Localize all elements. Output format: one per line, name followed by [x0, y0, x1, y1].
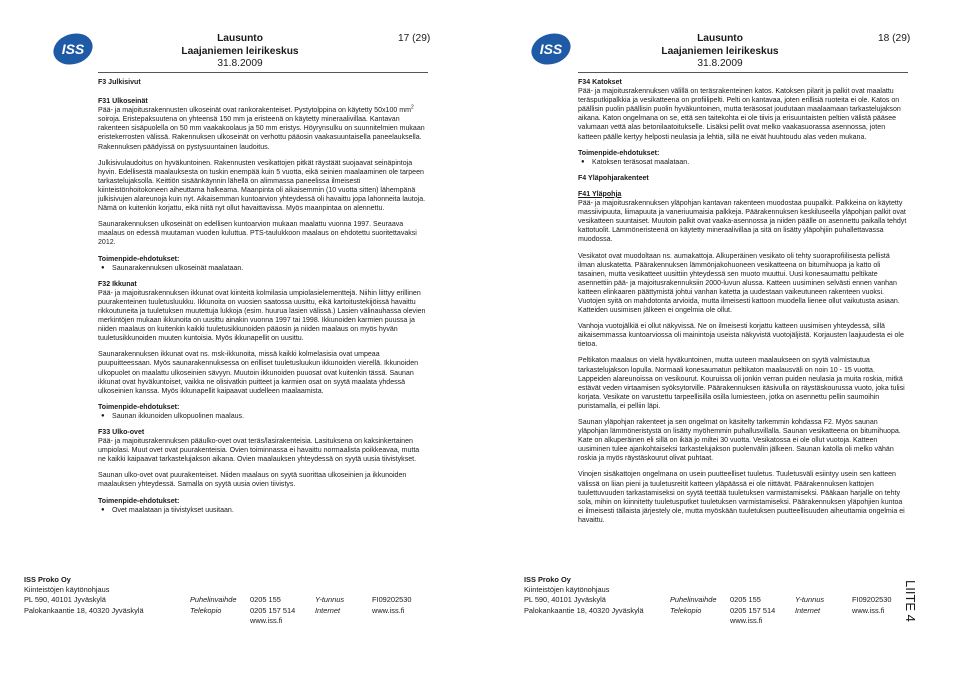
page-footer [24, 575, 464, 626]
doc-subtitle: Laajaniemen leirikeskus [661, 45, 779, 57]
paragraph: Pää- ja majoitusrakennusten ulkoseinät ovat rankorakenteiset. Pystytolppina on käytetty 50x100 $mm^2$ soiroja. Eristepaksuutena on yhteensä 150 mm ja eristeenä on käytetty mineraalivillaa. Kantavan rakenteen sisäpuolella on 50 mm vaakakoolaus ja 50 mm eristys. Höyrynsulku on suunnitelmien mukaan eristekerrosten välissä. Rakennuksen ulkoseinät on verhottu pääosin vaakasuuntaisella paneelauksella. Rakennuksen päädyissä on pystysuuntainen laudoitus. [98, 104, 425, 151]
footer-fax-label: Telekopio [190, 605, 222, 615]
footer-internet[interactable]: www.iss.fi [852, 605, 885, 615]
appendix-label: LIITE 4 [903, 580, 918, 622]
section-title: F3 Julkisivut [98, 79, 141, 86]
subsection-title: F41 Yläpohja [578, 190, 622, 198]
svg-text:ISS: ISS [61, 41, 85, 57]
body-column [98, 78, 428, 522]
actions-list [578, 158, 908, 167]
doc-date: 31.8.2009 [217, 58, 263, 69]
subsection-title: F33 Ulko-ovet [98, 429, 145, 436]
action-item: ● Saunan ikkunoiden ulkopuolinen maalaus. [112, 412, 428, 421]
footer-fax-label: Telekopio [670, 605, 702, 615]
paragraph: Vesikatot ovat muodoltaan ns. aumakattoja. Alkuperäinen vesikato oli tehty suoraprofiilisesta pellistä ilman aluskatetta. Päärakennuksen lämmönjakohuoneen vesikatteena on bitumihuopa ja katto oli tasainen, mutta vesikatteet uusittiin yhteydessä sen muoto muuttui. Uusi konesaumattu peltikate asennettiin pää- ja majoitusrakennuksiin 2000-luvun alussa. Katteen uusiminen selvästi ennen vanhan katteen elinkaaren päättymistä johtui vanhan katetta ja uudestaan vaikeutuneen rakenteen vuoksi. Vuotojen syitä on mahdotonta arvioida, mutta ilmeisesti kattoon muodella lienee ollut vaikutusta asiaan. Katteiden uusimisen jälkeen ei ongelmia ole ollut. [578, 252, 900, 315]
paragraph: Saunan yläpohjan rakenteet ja sen ongelmat on käsitelty tarkemmin kohdassa F2. Myös saunan yläpohjan lämmöneristystä on lisätty myöhemmin puhallusvillalla. Saunan vesikatteena on bitumihuopa. Kate on alkuperäinen eli sillä on ikää jo miltei 30 vuotta. Vesikatossa ei ole ollut vuotoja. Katteen uusiminen tulee ajankohtaiseksi tarkastelujakson puolenvälin jälkeen. Saunan katolla oli melko vähän roskia ja myös räystäskourut olivat puhtaat. [578, 419, 901, 463]
footer-address1: PL 590, 40101 Jyväskylä [24, 595, 106, 605]
page-number: 18 (29) [878, 33, 911, 44]
footer-unit: Kiinteistöjen käytönohjaus [524, 585, 610, 595]
footer-address1: PL 590, 40101 Jyväskylä [524, 595, 606, 605]
section-title: F4 Yläpohjarakenteet [578, 174, 649, 182]
footer-fax: 0205 157 514 [730, 605, 776, 615]
footer-vat: FI09202530 [372, 595, 412, 605]
paragraph: Vanhoja vuotojälkiä ei ollut näkyvissä. Ne on ilmeisesti korjattu katteen uusimisen yhteydessä, sillä aikaisemmassa kuntoarviossa oli mainintoja useista näkyvistä vuotojäljistä. Korjausten laajuudesta ei ole tietoa. [578, 323, 904, 349]
actions-heading: Toimenpide-ehdotukset: [578, 149, 660, 157]
actions-heading: Toimenpide-ehdotukset: [98, 255, 180, 263]
body-column [578, 78, 908, 532]
page-right [480, 0, 960, 674]
doc-subtitle: Laajaniemen leirikeskus [181, 45, 299, 57]
footer-vat: FI09202530 [852, 595, 892, 605]
footer-address2: Palokankaantie 18, 40320 Jyväskylä [524, 605, 644, 615]
page-number: 17 (29) [398, 33, 431, 44]
footer-phone: 0205 155 [730, 595, 761, 605]
subsection-title: F31 Ulkoseinät [98, 98, 148, 106]
paragraph: Peltikaton maalaus on vielä hyväkuntoinen, mutta uuteen maalaukseen on syytä valmistautua tarkastelujakson lopulla. Normaali konesaumatun peltikaton maalausväli on noin 10 - 15 vuotta. Lappeiden alareunoissa on vesikourut. Kouruissa oli jonkin verran puiden neulasia ja muita roskia, mitkä estävät veden virtaamisen syöksytorville. Päärakennuksen itäsivulla on räystäskourussa vuoto, joka tulisi korjata. Vesikate on varustettu tarpeellisilla osilla lumiesteen, jotka on asennettu pellin saumoihin puristamalla, ei pelliin läpi. [578, 357, 905, 410]
footer-company: ISS Proko Oy [24, 575, 71, 584]
subsection-title: F34 Katokset [578, 79, 622, 86]
footer-vat-label: Y-tunnus [315, 595, 345, 605]
action-item: ● Ovet maalataan ja tiivistykset uusitaan. [112, 506, 428, 515]
paragraph: Saunarakennuksen ikkunat ovat ns. msk-ikkunoita, missä kaikki kolmelasisia ovat umpeaa puupuitteessaan. Myös saunarakennuksessa on erilliset tuuletusluukun ikkunoiden vierellä. Ikkunoiden ulkopuolet on maalattu ulkoseinien sävyyn. Muutoin ikkunoiden puuosat ovat kuitenkin tässä. Saunan ikkunat ovat hyväkuntoiset, vaikka ne olisivatkin puitteet ja karmien osat on syytä maalata yhdessä ulkoseinien kanssa. Myös ikkunapellit kaipaavat uudelleen maalaamista. [98, 351, 419, 395]
footer-internet[interactable]: www.iss.fi [372, 605, 405, 615]
action-item: ● Saunarakennuksen ulkoseinät maalataan. [112, 264, 428, 273]
doc-date: 31.8.2009 [697, 58, 743, 69]
paragraph: Pää- ja majoitusrakennuksen pääulko-ovet ovat teräs/lasirakenteisia. Lasituksena on kaksinkertainen umpiolasi. Muut ovet ovat puurakenteisia. Ovien toiminnassa ei havaittu normaalista poikkeavaa, mutta ne kaikki kaipaavat tarkastelujakson aikana. Ovien maalauksen yhteydessä on syytä uusia tiivistykset. [98, 438, 420, 464]
footer-web[interactable]: www.iss.fi [730, 615, 763, 625]
footer-internet-label: Internet [795, 605, 821, 615]
header-rule [578, 72, 908, 73]
actions-heading: Toimenpide-ehdotukset: [98, 497, 180, 505]
paragraph: Pää- ja majoitusrakennuksen välillä on teräsrakenteinen katos. Katoksen pilarit ja palkit ovat maalattu teräsputkipalkkia ja vesikatteena on profiilipelti. Pelti on kantavaa, joten erillisiä ruoteita ei ole. Katos on päällisin puolin päällisin puolin hyväkuntoinen, mutta teräsosat joudutaan maalaamaan tarkastelujakson aikana. Katon ongelmana on se, että sen taitekohta ei ole tiivis ja erisuuntaisten peltien välistä pääsee valumaan vettä alas betonilaatoitukselle. Lisäksi pellit ovat melko vaakasuorassa asennossa, joten katteen päälle kertyy helposti neulasia ja lehtiä, sillä ne eivät huuhtoudu alas veden mukana. [578, 88, 901, 141]
footer-vat-label: Y-tunnus [795, 595, 825, 605]
actions-list [98, 506, 428, 515]
subsection-title: F32 Ikkunat [98, 280, 137, 288]
footer-address2: Palokankaantie 18, 40320 Jyväskylä [24, 605, 144, 615]
footer-internet-label: Internet [315, 605, 341, 615]
footer-phone-label: Puhelinvaihde [190, 595, 237, 605]
paragraph: Saunarakennuksen ulkoseinät on edellisen kuntoarvion mukaan maalattu vuonna 1997. Seuraava maalaus on edessä muutaman vuoden kuluttua. PTS-taulukkoon maalaus on ehdotettu suoritettavaksi 2012. [98, 221, 417, 247]
footer-unit: Kiinteistöjen käytönohjaus [24, 585, 110, 595]
paragraph: Vinojen sisäkattojen ongelmana on usein puutteelliset tuuletus. Tuuletusväli esiintyy usein sen katteen välissä on liian pieni ja tuuletusreitit katteen yläpäässä ei ole riittävät. Päärakennuksen kattojen tuulettuvuuden tarkastamiseksi on syytä teettää tuuletuksen varmistamiseksi. Pääkaan harjalle on tehty sola, mihin on kiinnitetty tuuletusputket tuuletuksen varmistamiseksi. Päärakennuksen yläpohjien kuntoa ei ilmeisesti tällaista järjestely ole, mutta myöskään tuuletuksen puutteellisuuden aiheuttamia ongelmia ei havaittu. [578, 471, 905, 524]
paragraph: Pää- ja majoitusrakennuksen yläpohjan kantavan rakenteen muodostaa puupalkit. Palkkeina on käytetty massiivipuuta, liimapuuta ja vaneriuumaisia palkkeja. Päärakennuksen keskiluseella yläpohjan palkit ovat vesikatteen suuntaiset. Muutoin palkit ovat vaaka-asennossa ja niiden päälle on asennettu paikalla tehdyt kattotuolit. Lämmöneristeenä on käytetty mineraalivillaa ja sitä on lisätty yläpohjiin puhallettavassa muodossa. [578, 200, 907, 244]
actions-list [98, 412, 428, 421]
doc-title: Lausunto [217, 33, 263, 44]
footer-company: ISS Proko Oy [524, 575, 571, 584]
header-rule [98, 72, 428, 73]
footer-phone-label: Puhelinvaihde [670, 595, 717, 605]
doc-title: Lausunto [697, 33, 743, 44]
svg-text:ISS: ISS [539, 41, 563, 57]
paragraph: Julkisivulaudoitus on hyväkuntoinen. Rakennusten vesikattojen pitkät räystäät suojaavat seinäpintoja hyvin. Edellisestä maalauksesta on tuskin enempää kuin 5 vuotta, eikä seinien maalaaminen ole tarpeen tarkastelujaksolla. Keittiön sisäänkäynnin lähellä on alimmassa paneelissa ilmeisesti kiinteistönhoitokoneen aiheuttama halkeama. Maanpinta oli aikaisemmin (10 vuotta sitten) lähempänä julkisivujen alareunoja kuin nyt. Aikaisemman kuntoarvion yhteydessä oli havaittu jopa lahonneita lautoja. Nämä on kuitenkin korjattu, eikä niitä nyt ollut havaittavissa. Myös maanpintaa on alennettu. [98, 159, 426, 213]
paragraph: Pää- ja majoitusrakennuksen ikkunat ovat kiinteitä kolmilasia umpiolasielementtejä. Niihin liittyy erillinen puurakenteinen tuuletusluukku. Ikkunoita on vuosien saatossa uusittu, eikä kartoitustekijöissä havaittu rikkoutuneita ja tuuletuksen muutettuja lukkoja (esim. huurua lasien välissä.) Lasien välinauhassa olevien merkintöjen mukaan ikkunoita on uusittu ainakin vuonna 1997 tai 1998. Ikkunoiden karmien puussa ja niiden maalaus on kuitenkin kaikki tuuletusikkunoiden pääosin ja niiden maalaus on myös hyvän tuuletusikkunoiden muuten kuntoisia. Myös ikkunapellit on uusittu. [98, 289, 426, 343]
footer-phone: 0205 155 [250, 595, 281, 605]
actions-list [98, 264, 428, 273]
page-footer [524, 575, 960, 626]
action-item: ● Katoksen teräsosat maalataan. [592, 158, 908, 167]
footer-web[interactable]: www.iss.fi [250, 615, 283, 625]
paragraph: Saunan ulko-ovet ovat puurakenteiset. Niiden maalaus on syytä suorittaa ulkoseinien ja ikkunoiden maalauksen yhteydessä. Samalla on syytä uusia ovien tiivistys. [98, 472, 407, 489]
footer-fax: 0205 157 514 [250, 605, 296, 615]
actions-heading: Toimenpide-ehdotukset: [98, 403, 180, 411]
